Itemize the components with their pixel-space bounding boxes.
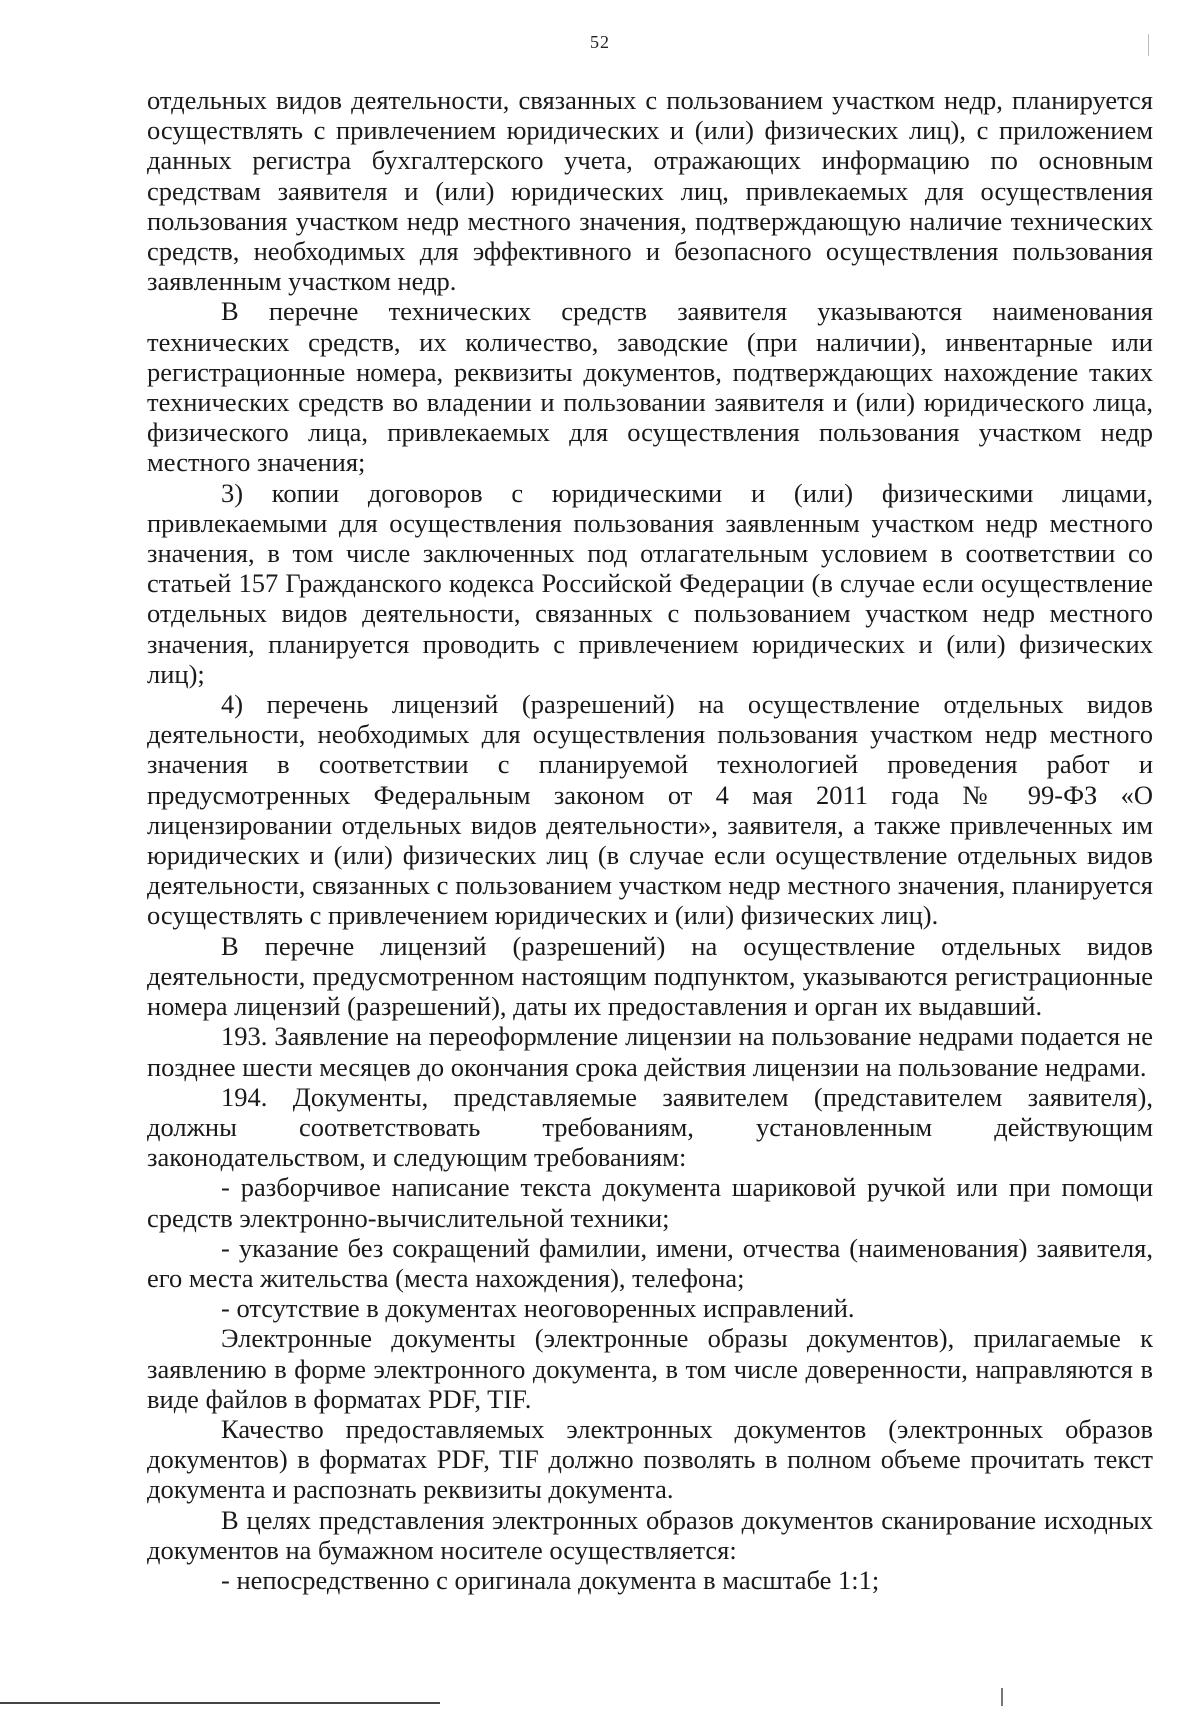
paragraph: отдельных видов деятельности, связанных с пользованием участком недр, планируется осуществлять с привлечением юридических и (или) физических лиц), с приложением данных регистра бухгалтерского учета, отражающих информацию по основным средствам заявителя и (или) юридических лиц, привлекаемых для осуществления пользования участком недр местного значения, подтверждающую наличие технических средств, необходимых для эффективного и безопасного осуществления пользования заявленным участком недр. — [147, 85, 1153, 297]
list-item: - непосредственно с оригинала документа в масштабе 1:1; — [221, 1564, 880, 1595]
paragraph: 194. Документы, представляемые заявителем (представителем заявителя), должны соответствовать требованиям, установленным действующим законодательством, и следующим требованиям: — [147, 1081, 1153, 1173]
document-body — [147, 85, 1153, 1595]
paragraph: Качество предоставляемых электронных документов (электронных образов документов) в форматах PDF, TIF должно позволять в полном объеме прочитать текст документа и распознать реквизиты документа. — [147, 1413, 1153, 1505]
scan-edge-mark — [0, 1702, 440, 1704]
paragraph: Электронные документы (электронные образы документов), прилагаемые к заявлению в форме электронного документа, в том числе доверенности, направляются в виде файлов в форматах PDF, TIF. — [147, 1323, 1153, 1414]
scan-edge-mark — [1001, 1688, 1003, 1706]
scan-edge-mark — [1148, 34, 1149, 56]
paragraph: В перечне технических средств заявителя указываются наименования технических средств, их количество, заводские (при наличии), инвентарные или регистрационные номера, реквизиты документов, подтверждающих нахождение таких технических средств во владении и пользовании заявителя и (или) юридического лица, физического лица, привлекаемых для осуществления пользования участком недр местного значения; — [147, 296, 1153, 478]
list-item: - разборчивое написание текста документа шариковой ручкой или при помощи средств электронно-вычислительной техники; — [147, 1172, 1153, 1233]
list-item: - указание без сокращений фамилии, имени, отчества (наименования) заявителя, его места жительства (места нахождения), телефона; — [147, 1232, 1153, 1293]
paragraph: 3) копии договоров с юридическими и (или) физическими лицами, привлекаемыми для осуществления пользования заявленным участком недр местного значения, в том числе заключенных под отлагательным условием в соответствии со статьей 157 Гражданского кодекса Российской Федерации (в случае если осуществление отдельных видов деятельности, связанных с пользованием участком недр местного значения, планируется проводить с привлечением юридических и (или) физических лиц); — [147, 477, 1153, 689]
paragraph: В перечне лицензий (разрешений) на осуществление отдельных видов деятельности, предусмотренном настоящим подпунктом, указываются регистрационные номера лицензий (разрешений), даты их предоставления и орган их выдавший. — [147, 930, 1153, 1022]
paragraph: 4) перечень лицензий (разрешений) на осуществление отдельных видов деятельности, необходимых для осуществления пользования участком недр местного значения в соответствии с планируемой технологией проведения работ и предусмотренных Федеральным законом от 4 мая 2011 года № 99-ФЗ «О лицензировании отдельных видов деятельности», заявителя, а также привлеченных им юридических и (или) физических лиц (в случае если осуществление отдельных видов деятельности, связанных с пользованием участком недр местного значения, планируется осуществлять с привлечением юридических и (или) физических лиц). — [147, 689, 1153, 931]
paragraph: В целях представления электронных образов документов сканирование исходных документов на бумажном носителе осуществляется: — [147, 1504, 1153, 1565]
page-number: 52 — [590, 32, 610, 52]
list-item: - отсутствие в документах неоговоренных исправлений. — [221, 1293, 855, 1324]
paragraph: 193. Заявление на переоформление лицензии на пользование недрами подается не позднее шести месяцев до окончания срока действия лицензии на пользование недрами. — [147, 1021, 1153, 1082]
